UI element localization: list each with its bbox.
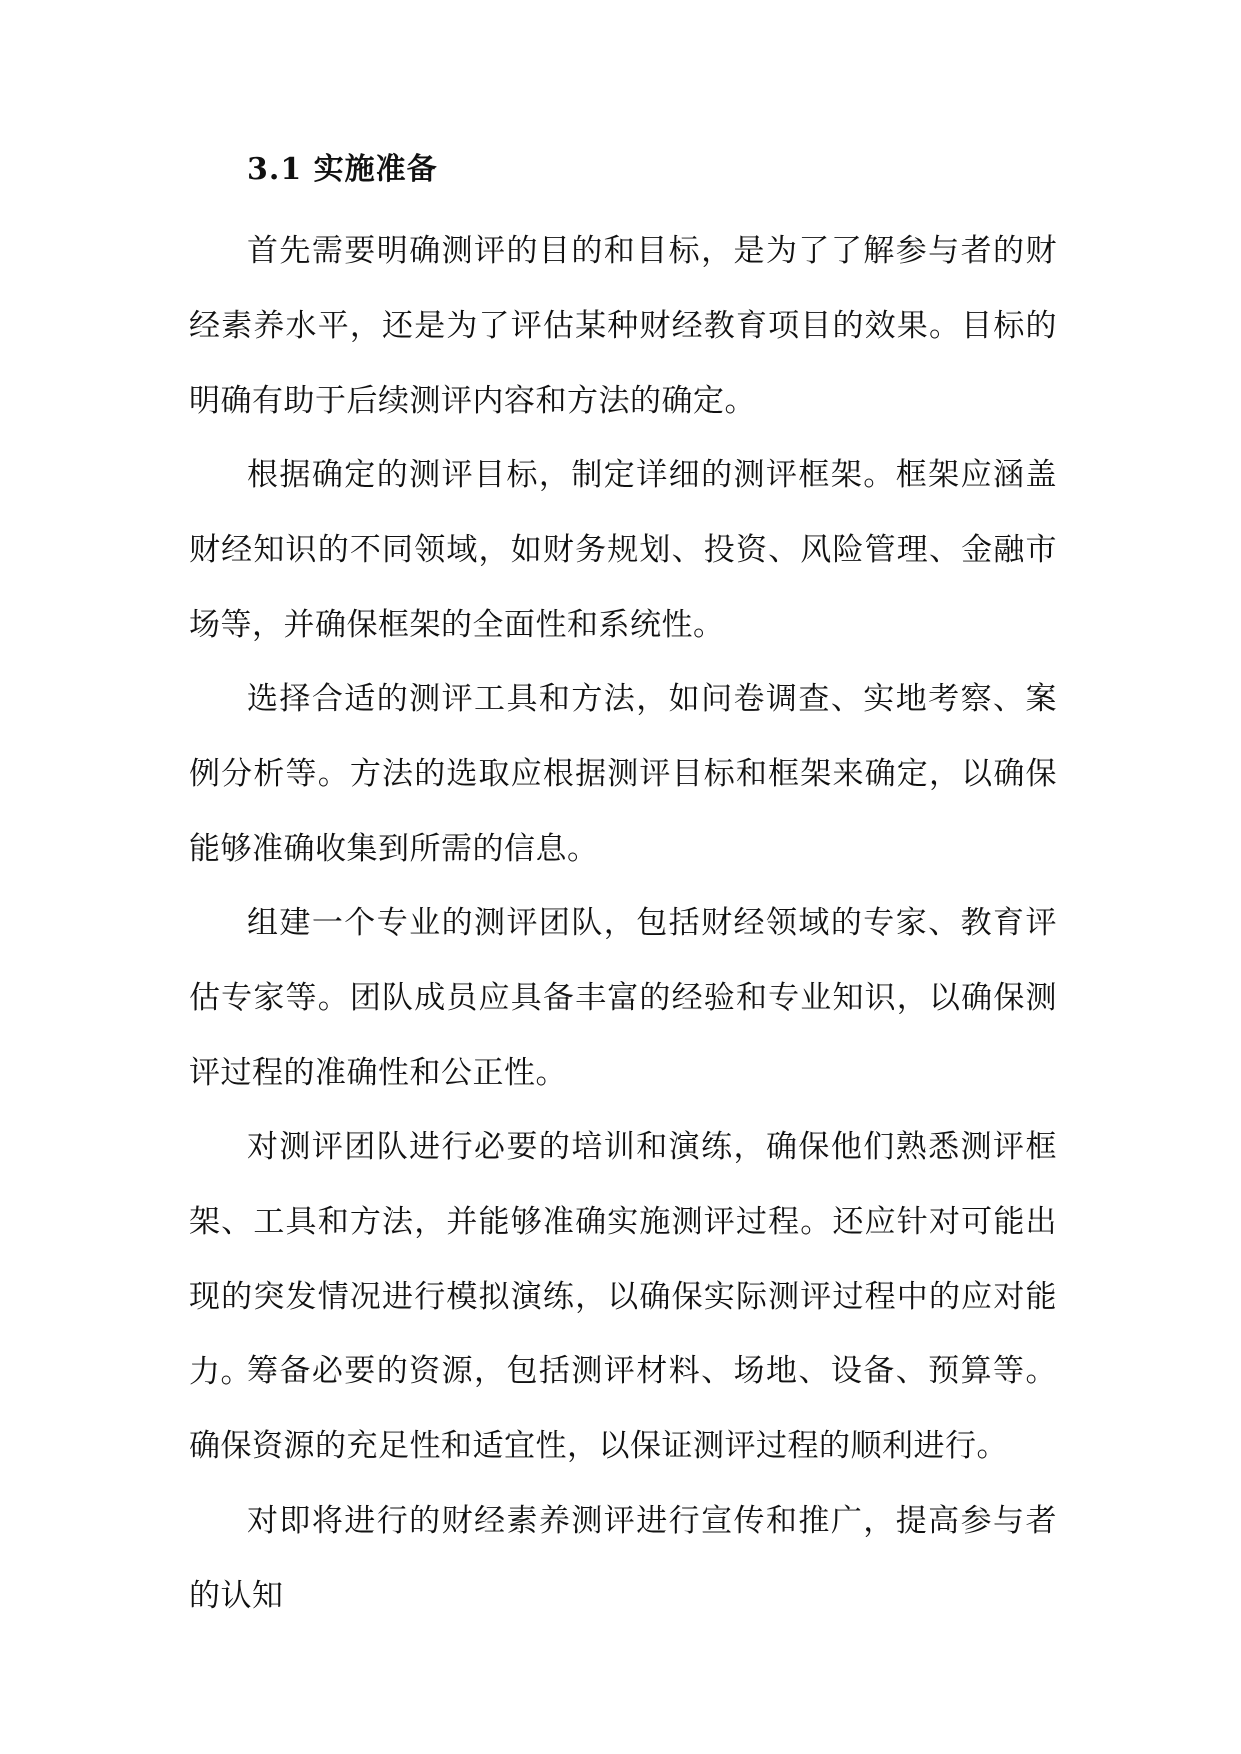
paragraph-objectives: 首先需要明确测评的目的和目标，是为了了解参与者的财经素养水平，还是为了评估某种财经教育项目的效果。目标的明确有助于后续测评内容和方法的确定。 (189, 233, 1057, 419)
paragraph-training: 对测评团队进行必要的培训和演练，确保他们熟悉测评框架、工具和方法，并能够准确实施测评过程。还应针对可能出现的突发情况进行模拟演练，以确保实际测评过程中的应对能力。 (189, 1129, 1057, 1390)
paragraph-framework: 根据确定的测评目标，制定详细的测评框架。框架应涵盖财经知识的不同领域，如财务规划、投资、风险管理、金融市场等，并确保框架的全面性和系统性。 (189, 457, 1057, 643)
paragraph-resources: 筹备必要的资源，包括测评材料、场地、设备、预算等。确保资源的充足性和适宜性，以保证测评过程的顺利进行。 (189, 1353, 1057, 1464)
section-heading: 3.1 实施准备 (247, 152, 438, 187)
paragraph-tools-methods: 选择合适的测评工具和方法，如问卷调查、实地考察、案例分析等。方法的选取应根据测评目标和框架来确定，以确保能够准确收集到所需的信息。 (189, 681, 1057, 867)
paragraph-team: 组建一个专业的测评团队，包括财经领域的专家、教育评估专家等。团队成员应具备丰富的经验和专业知识，以确保测评过程的准确性和公正性。 (189, 905, 1057, 1091)
paragraph-promotion: 对即将进行的财经素养测评进行宣传和推广，提高参与者的认知 (189, 1503, 1057, 1614)
